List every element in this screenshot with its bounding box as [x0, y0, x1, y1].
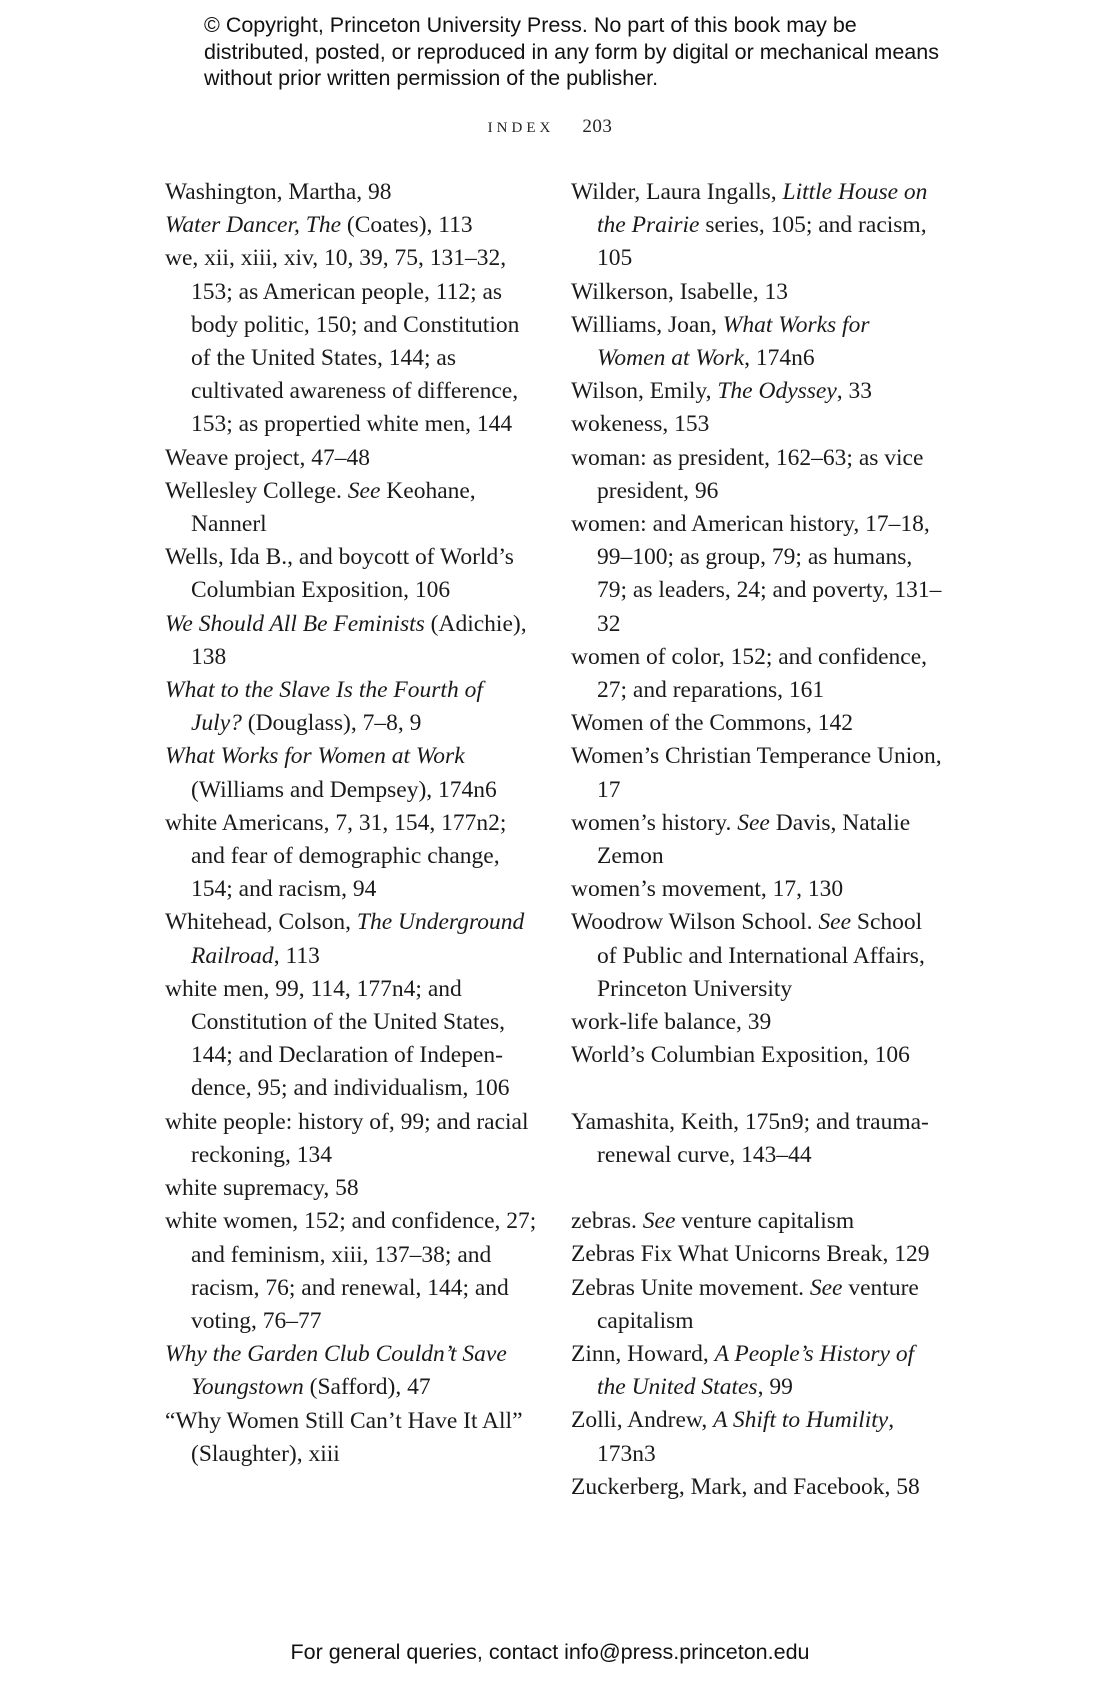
entry-text: venture capitalism	[675, 1208, 855, 1235]
entry-text: (Safford), 47	[303, 1374, 431, 1401]
entry-text: (Coates), 113	[341, 212, 473, 239]
entry-text: women of color, 152; and confidence, 27; and reparations, 161	[571, 643, 928, 704]
entry-text: Yamashita, Keith, 175n9; and trauma-renewal curve, 143–44	[571, 1108, 929, 1168]
index-entry-williams-joan	[571, 309, 943, 375]
index-entry-womens-history	[571, 807, 943, 873]
entry-text: wokeness, 153	[571, 411, 710, 438]
index-column-right	[571, 176, 943, 1504]
index-entry-water-dancer	[165, 209, 537, 242]
index-entry-zebras	[571, 1205, 943, 1238]
index-entry-woman	[571, 442, 943, 508]
index-entry-zinn-howard	[571, 1338, 943, 1404]
index-entry-white-women	[165, 1205, 537, 1338]
entry-text: white supremacy, 58	[165, 1175, 359, 1202]
letter-section-gap	[571, 1172, 943, 1205]
entry-text: white women, 152; and confidence, 27; and feminism, xiii, 137–38; and racism, 76; and renewal, 144; and voting, 76–77	[165, 1208, 537, 1334]
index-entry-wokeness	[571, 408, 943, 441]
copyright-notice: © Copyright, Princeton University Press. No part of this book may be distributed, posted, or reproduced in any form by digital or mechanical means without prior written permission of the publisher.	[204, 13, 939, 90]
entry-text: white Americans, 7, 31, 154, 177n2; and fear of demographic change, 154; and racism, 94	[165, 809, 507, 903]
index-entry-white-men	[165, 973, 537, 1106]
index-entry-what-works-for-women	[165, 740, 537, 806]
index-entry-women-of-the-commons	[571, 707, 943, 740]
index-column-left	[165, 176, 537, 1471]
index-entry-wellesley-college	[165, 475, 537, 541]
index-entry-we	[165, 242, 537, 441]
entry-text: Washington, Martha, 98	[165, 179, 392, 205]
index-entry-woodrow-wilson-school	[571, 906, 943, 1006]
index-entry-wilson-emily	[571, 375, 943, 408]
entry-text: series, 105; and racism, 105	[597, 212, 927, 272]
entry-text: women: and American history, 17–18, 99–100; as group, 79; as humans, 79; as leaders, 24; and poverty, 131–32	[571, 511, 942, 637]
entry-text: Wilder, Laura Ingalls,	[571, 179, 783, 205]
index-entry-wells-ida-b	[165, 541, 537, 607]
index-entry-women-of-color	[571, 641, 943, 707]
entry-text: “Why Women Still Can’t Have It All” (Slaughter), xiii	[165, 1407, 523, 1467]
entry-text: Wilson, Emily,	[571, 378, 718, 405]
page-number: 203	[582, 116, 613, 137]
entry-text: white people: history of, 99; and racial reckoning, 134	[165, 1108, 529, 1168]
index-entry-women	[571, 508, 943, 641]
entry-text: , 173n3	[597, 1407, 895, 1467]
entry-italic-text: A Shift to Humility	[713, 1407, 889, 1434]
index-entry-womens-christian-temperance	[571, 740, 943, 806]
entry-italic-text: See	[818, 909, 852, 936]
entry-text: Davis, Natalie Zemon	[597, 809, 911, 870]
entry-text: Zebras Unite movement.	[571, 1274, 810, 1301]
index-entry-zolli-andrew	[571, 1404, 943, 1470]
entry-text: (Adichie), 138	[191, 610, 527, 670]
index-entry-zebras-unite	[571, 1272, 943, 1338]
entry-text: , 33	[836, 378, 873, 405]
index-entry-zebras-fix	[571, 1238, 943, 1271]
entry-italic-text: Water Dancer, The	[165, 212, 342, 239]
index-entry-zuckerberg-mark	[571, 1471, 943, 1504]
entry-italic-text: Little House on the Prairie	[597, 179, 928, 239]
entry-text: Weave project, 47–48	[165, 444, 370, 471]
entry-text: Women of the Commons, 142	[571, 710, 854, 737]
entry-italic-text: See	[642, 1208, 676, 1235]
index-entry-womens-movement	[571, 873, 943, 906]
entry-italic-text: A People’s History of the United States	[597, 1341, 915, 1401]
entry-text: (Douglass), 7–8, 9	[241, 710, 422, 737]
entry-text: Women’s Christian Temperance Union, 17	[571, 743, 942, 803]
index-entry-why-the-garden-club	[165, 1338, 537, 1404]
entry-italic-text: Why the Garden Club Couldn’t Save Youngstown	[165, 1341, 507, 1401]
entry-italic-text: What to the Slave Is the Fourth of July?	[165, 677, 483, 737]
entry-text: we, xii, xiii, xiv, 10, 39, 75, 131–32, 153; as American people, 112; as body politic, 150; and Constitution of the United States, 144; as cultivated awareness of difference, 153; as propertied white men, 144	[165, 245, 520, 438]
entry-italic-text: What Works for Women at Work	[165, 743, 465, 770]
entry-italic-text: See	[737, 809, 770, 836]
entry-text: Zuckerberg, Mark, and Facebook, 58	[571, 1473, 920, 1500]
entry-text: , 174n6	[744, 345, 815, 372]
entry-text: Zolli, Andrew,	[571, 1407, 714, 1434]
entry-text: Zinn, Howard,	[571, 1341, 715, 1368]
entry-text: Williams, Joan,	[571, 311, 723, 338]
index-entry-why-women-still	[165, 1405, 537, 1471]
entry-italic-text: We Should All Be Feminists	[165, 610, 425, 637]
running-head-label: INDEX	[487, 120, 555, 136]
entry-text: work-life balance, 39	[571, 1009, 772, 1036]
index-entry-wilder-laura-ingalls	[571, 176, 943, 276]
entry-text: women’s history.	[571, 809, 738, 836]
index-entry-what-to-the-slave	[165, 674, 537, 740]
entry-text: Wellesley College.	[165, 477, 348, 504]
index-entry-wilkerson-isabelle	[571, 276, 943, 309]
entry-text: Keohane, Nannerl	[191, 477, 476, 538]
entry-text: Woodrow Wilson School.	[571, 909, 819, 936]
index-entry-white-supremacy	[165, 1172, 537, 1205]
entry-italic-text: The Underground Railroad	[191, 909, 525, 969]
entry-text: Whitehead, Colson,	[165, 909, 357, 936]
entry-italic-text: The Odyssey	[717, 378, 837, 405]
entry-text: zebras.	[571, 1208, 643, 1235]
entry-text: white men, 99, 114, 177n4; and Constitution of the United States, 144; and Declaration of Independence, 95; and individualism, 106	[165, 975, 510, 1102]
entry-text: (Williams and Dempsey), 174n6	[191, 776, 497, 803]
entry-italic-text: See	[809, 1274, 843, 1301]
entry-text: School of Public and International Affairs, Princeton University	[597, 909, 925, 1002]
entry-text: Zebras Fix What Unicorns Break, 129	[571, 1241, 930, 1268]
entry-text: Wells, Ida B., and boycott of World’s Columbian Exposition, 106	[165, 544, 514, 604]
letter-section-gap	[571, 1072, 943, 1105]
entry-italic-text: What Works for Women at Work	[597, 311, 870, 372]
index-entry-we-should-all-be-feminists	[165, 608, 537, 674]
footer-contact: For general queries, contact info@press.princeton.edu	[290, 1640, 810, 1664]
entry-text: , 113	[273, 942, 320, 969]
index-entry-whitehead-colson	[165, 906, 537, 972]
index-entry-yamashita-keith	[571, 1106, 943, 1172]
running-head	[0, 116, 1100, 138]
index-entry-work-life-balance	[571, 1006, 943, 1039]
entry-text: World’s Columbian Exposition, 106	[571, 1042, 910, 1069]
entry-text: venture capitalism	[597, 1274, 919, 1334]
index-entry-worlds-columbian-exposition	[571, 1039, 943, 1072]
entry-italic-text: See	[347, 477, 381, 504]
index-entry-white-americans	[165, 807, 537, 907]
entry-text: women’s movement, 17, 130	[571, 876, 844, 903]
entry-text: , 99	[757, 1374, 793, 1401]
index-entry-weave-project	[165, 442, 537, 475]
index-entry-washington-martha	[165, 176, 537, 209]
entry-text: woman: as president, 162–63; as vice president, 96	[571, 444, 924, 504]
entry-text: Wilkerson, Isabelle, 13	[571, 278, 789, 305]
index-entry-white-people	[165, 1106, 537, 1172]
